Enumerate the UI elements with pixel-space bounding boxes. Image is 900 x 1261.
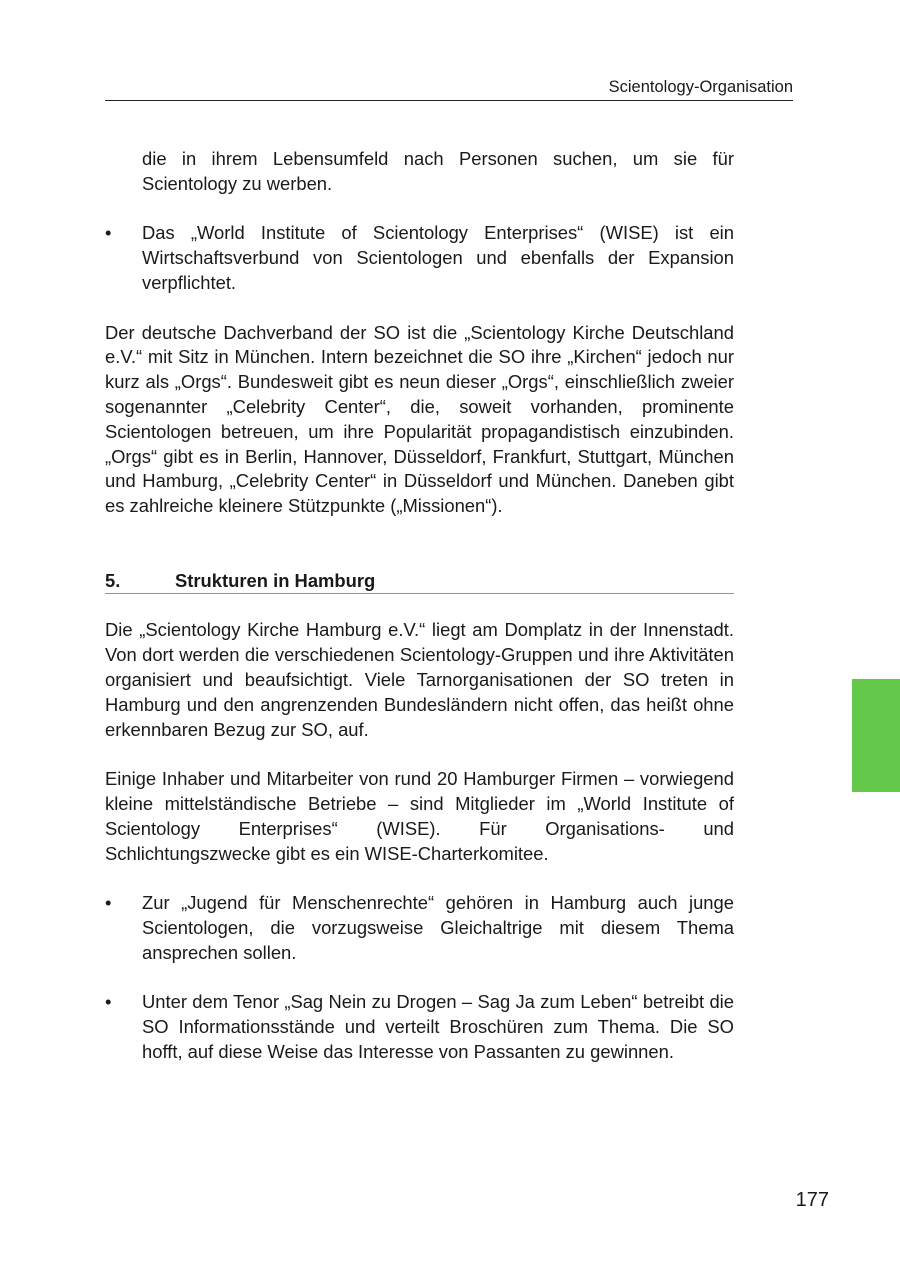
section-title: Strukturen in Hamburg xyxy=(175,569,376,591)
bullet-item-wise xyxy=(105,221,734,295)
bullet-item-drogen xyxy=(105,990,734,1064)
running-header xyxy=(105,76,793,101)
paragraph-hamburg-kirche: Die „Scientology Kirche Hamburg e.V.“ liegt am Domplatz in der Innenstadt. Von dort werden die verschiedenen Scientology-Gruppen und ihre Aktivitäten organisiert und beaufsichtigt. Viele Tarnorganisationen der SO treten in Hamburg und den angrenzenden Bundesländern nicht offen, das heißt ohne erkennbaren Bezug zur SO, auf. xyxy=(105,619,734,740)
bullet-icon: • xyxy=(105,991,112,1013)
paragraph-wise-firmen: Einige Inhaber und Mitarbeiter von rund 20 Hamburger Firmen – vorwiegend kleine mittelständische Betriebe – sind Mitglieder im „World Institute of Scientology Enterprises“ (WISE). Für Organisations- und Schlichtungszwecke gibt es ein WISE-Charterkomitee. xyxy=(105,768,734,864)
intro-continuation: die in ihrem Lebensumfeld nach Personen suchen, um sie für Scientology zu werben. xyxy=(142,148,734,194)
bullet-text: Unter dem Tenor „Sag Nein zu Drogen – Sag Ja zum Leben“ betreibt die SO Informationsstände und verteilt Broschüren zum Thema. Die SO hofft, auf diese Weise das Interesse von Passanten zu gewinnen. xyxy=(142,991,734,1062)
section-heading xyxy=(105,569,734,594)
page-number: 177 xyxy=(795,1189,829,1211)
bullet-icon: • xyxy=(105,892,112,914)
bullet-text: Das „World Institute of Scientology Enterprises“ (WISE) ist ein Wirtschaftsverbund von Scientologen und ebenfalls der Expansion verpflichtet. xyxy=(142,222,734,293)
page-body xyxy=(105,147,734,1065)
paragraph-dachverband: Der deutsche Dachverband der SO ist die „Scientology Kirche Deutschland e.V.“ mit Sitz in München. Intern bezeichnet die SO ihre „Kirchen“ jedoch nur kurz als „Orgs“. Bundesweit gibt es neun dieser „Orgs“, einschließlich zweier sogenannter „Celebrity Center“, die, soweit vorhanden, prominente Scientologen betreuen, um ihre Popularität propagandistisch einzubinden. „Orgs“ gibt es in Berlin, Hannover, Düsseldorf, Frankfurt, Stuttgart, München und Hamburg, „Celebrity Center“ in Düsseldorf und München. Daneben gibt es zahlreiche kleinere Stützpunkte („Missionen“). xyxy=(105,321,734,517)
bullet-icon: • xyxy=(105,222,112,244)
section-number: 5. xyxy=(105,569,121,591)
bullet-text: Zur „Jugend für Menschenrechte“ gehören in Hamburg auch junge Scientologen, die vorzugsweise Gleichaltrige mit diesem Thema ansprechen sollen. xyxy=(142,892,734,963)
chapter-side-tab xyxy=(852,679,900,792)
bullet-item-jugend xyxy=(105,891,734,965)
running-title: Scientology-Organisation xyxy=(608,78,793,96)
